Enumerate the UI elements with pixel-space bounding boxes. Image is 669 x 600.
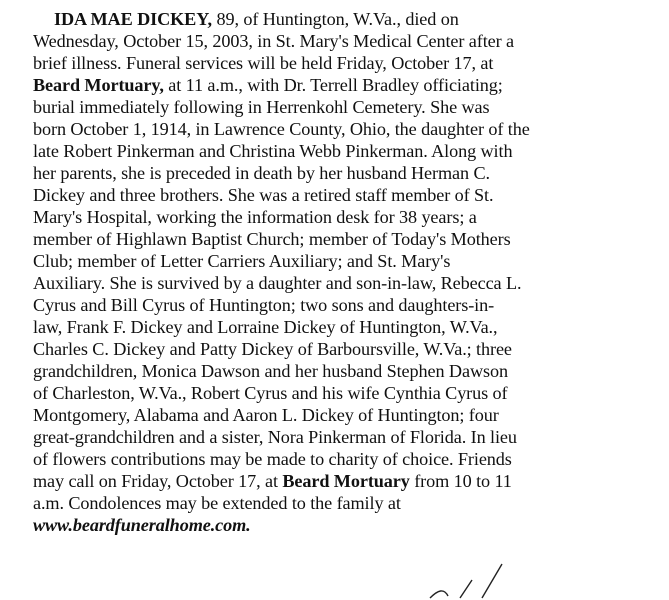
obituary-line-4: Beard Mortuary, at 11 a.m., with Dr. Terrell Bradley officiating; xyxy=(33,75,503,95)
obituary-line-23: a.m. Condolences may be extended to the family at xyxy=(33,493,401,513)
funeral-home-name-visitation: Beard Mortuary xyxy=(282,471,410,491)
obituary-line-19: Montgomery, Alabama and Aaron L. Dickey of Huntington; four xyxy=(33,405,499,425)
decedent-name: IDA MAE DICKEY, xyxy=(54,9,213,29)
obituary-line-8: her parents, she is preceded in death by her husband Herman C. xyxy=(33,163,490,183)
obituary-line-9: Dickey and three brothers. She was a retired staff member of St. xyxy=(33,185,494,205)
obituary-line-21: of flowers contributions may be made to charity of choice. Friends xyxy=(33,449,512,469)
obituary-line-17: grandchildren, Monica Dawson and her husband Stephen Dawson xyxy=(33,361,508,381)
obituary-line-3: brief illness. Funeral services will be held Friday, October 17, at xyxy=(33,53,494,73)
obituary-line-1: IDA MAE DICKEY, 89, of Huntington, W.Va., died on xyxy=(54,9,459,29)
funeral-home-name: Beard Mortuary, xyxy=(33,75,164,95)
obituary-line-20: great-grandchildren and a sister, Nora Pinkerman of Florida. In lieu xyxy=(33,427,517,447)
obituary-line-16: Charles C. Dickey and Patty Dickey of Barboursville, W.Va.; three xyxy=(33,339,512,359)
obituary-line-2: Wednesday, October 15, 2003, in St. Mary's Medical Center after a xyxy=(33,31,515,51)
obituary-line-18: of Charleston, W.Va., Robert Cyrus and his wife Cynthia Cyrus of xyxy=(33,383,508,403)
funeral-home-website: www.beardfuneralhome.com. xyxy=(33,515,251,535)
obituary-line-13: Auxiliary. She is survived by a daughter and son-in-law, Rebecca L. xyxy=(33,273,522,293)
obituary-line-14: Cyrus and Bill Cyrus of Huntington; two sons and daughters-in- xyxy=(33,295,495,315)
obituary-line-10: Mary's Hospital, working the information desk for 38 years; a xyxy=(33,207,477,227)
obituary-line-7: late Robert Pinkerman and Christina Webb Pinkerman. Along with xyxy=(33,141,513,161)
pen-mark xyxy=(410,560,520,600)
obituary-line-22: may call on Friday, October 17, at Beard Mortuary from 10 to 11 xyxy=(33,471,512,491)
obituary-line-12: Club; member of Letter Carriers Auxiliary; and St. Mary's xyxy=(33,251,451,271)
obituary-line-15: law, Frank F. Dickey and Lorraine Dickey of Huntington, W.Va., xyxy=(33,317,498,337)
obituary-line-11: member of Highlawn Baptist Church; member of Today's Mothers xyxy=(33,229,511,249)
obituary-line-24 xyxy=(33,514,251,536)
obituary-line-6: born October 1, 1914, in Lawrence County, Ohio, the daughter of the xyxy=(33,119,530,139)
obituary-line-5: burial immediately following in Herrenkohl Cemetery. She was xyxy=(33,97,490,117)
